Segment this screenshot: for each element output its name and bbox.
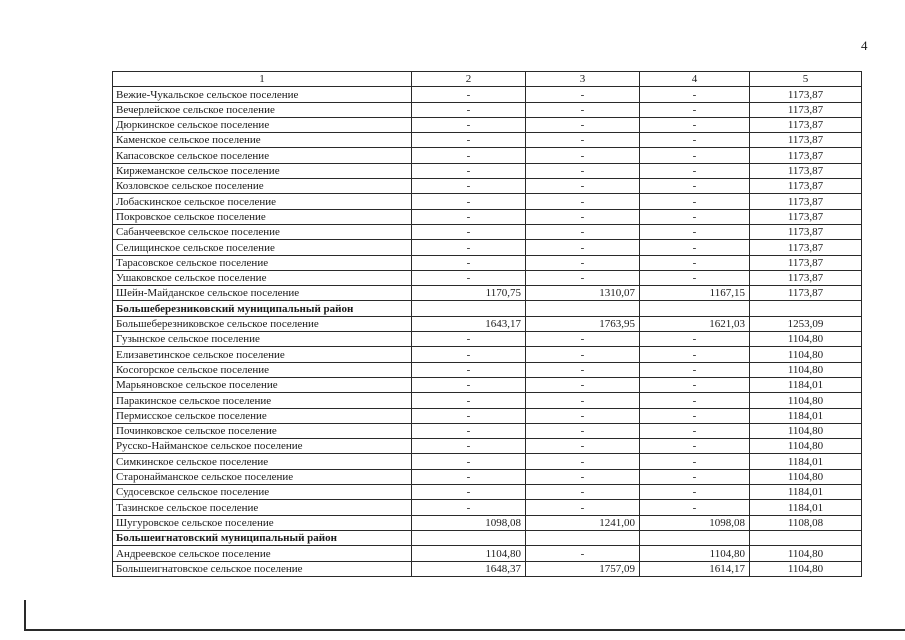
cell-column-2: 1170,75 xyxy=(412,286,526,301)
tariff-table xyxy=(112,71,862,577)
table-row xyxy=(113,194,862,209)
cell-column-3: - xyxy=(526,133,640,148)
cell-column-5: 1173,87 xyxy=(750,224,862,239)
cell-column-3: - xyxy=(526,546,640,561)
cell-column-2: - xyxy=(412,87,526,102)
settlement-name: Русско-Найманское сельское поселение xyxy=(113,439,412,454)
table-row xyxy=(113,286,862,301)
cell-column-5: 1104,80 xyxy=(750,423,862,438)
empty-cell xyxy=(412,530,526,545)
cell-column-5: 1173,87 xyxy=(750,102,862,117)
table-row xyxy=(113,485,862,500)
table-header-row xyxy=(113,72,862,87)
cell-column-5: 1108,08 xyxy=(750,515,862,530)
cell-column-4: 1167,15 xyxy=(640,286,750,301)
cell-column-5: 1104,80 xyxy=(750,469,862,484)
table-row xyxy=(113,316,862,331)
settlement-name: Ушаковское сельское поселение xyxy=(113,270,412,285)
cell-column-3: - xyxy=(526,454,640,469)
cell-column-3: - xyxy=(526,439,640,454)
cell-column-3: - xyxy=(526,240,640,255)
cell-column-5: 1253,09 xyxy=(750,316,862,331)
settlement-name: Паракинское сельское поселение xyxy=(113,393,412,408)
district-name: Большеигнатовский муниципальный район xyxy=(113,530,412,545)
cell-column-4: - xyxy=(640,377,750,392)
cell-column-3: - xyxy=(526,270,640,285)
empty-cell xyxy=(640,301,750,316)
cell-column-5: 1173,87 xyxy=(750,255,862,270)
cell-column-4: - xyxy=(640,255,750,270)
cell-column-2: - xyxy=(412,179,526,194)
settlement-name: Большеигнатовское сельское поселение xyxy=(113,561,412,576)
cell-column-2: - xyxy=(412,194,526,209)
settlement-name: Косогорское сельское поселение xyxy=(113,362,412,377)
cell-column-3: - xyxy=(526,255,640,270)
table-row xyxy=(113,469,862,484)
page-number: 4 xyxy=(861,38,868,53)
column-header-3: 3 xyxy=(526,72,640,87)
cell-column-4: - xyxy=(640,408,750,423)
cell-column-3: - xyxy=(526,423,640,438)
table-row xyxy=(113,117,862,132)
table-row xyxy=(113,454,862,469)
cell-column-3: - xyxy=(526,209,640,224)
table-row xyxy=(113,163,862,178)
cell-column-2: - xyxy=(412,454,526,469)
column-header-5: 5 xyxy=(750,72,862,87)
cell-column-3: - xyxy=(526,347,640,362)
cell-column-3: 1310,07 xyxy=(526,286,640,301)
cell-column-2: - xyxy=(412,500,526,515)
district-row xyxy=(113,530,862,545)
cell-column-4: - xyxy=(640,270,750,285)
empty-cell xyxy=(526,530,640,545)
cell-column-5: 1184,01 xyxy=(750,454,862,469)
cell-column-5: 1104,80 xyxy=(750,393,862,408)
cell-column-4: - xyxy=(640,148,750,163)
settlement-name: Симкинское сельское поселение xyxy=(113,454,412,469)
cell-column-4: - xyxy=(640,102,750,117)
cell-column-4: 1621,03 xyxy=(640,316,750,331)
table-row xyxy=(113,546,862,561)
settlement-name: Вежие-Чукальское сельское поселение xyxy=(113,87,412,102)
settlement-name: Вечерлейское сельское поселение xyxy=(113,102,412,117)
cell-column-3: 1757,09 xyxy=(526,561,640,576)
cell-column-3: - xyxy=(526,179,640,194)
table-row xyxy=(113,133,862,148)
settlement-name: Лобаскинское сельское поселение xyxy=(113,194,412,209)
settlement-name: Андреевское сельское поселение xyxy=(113,546,412,561)
cell-column-2: - xyxy=(412,439,526,454)
table-row xyxy=(113,224,862,239)
cell-column-4: - xyxy=(640,87,750,102)
cell-column-4: - xyxy=(640,469,750,484)
table-row xyxy=(113,515,862,530)
cell-column-4: - xyxy=(640,347,750,362)
cell-column-2: - xyxy=(412,347,526,362)
cell-column-2: 1648,37 xyxy=(412,561,526,576)
cell-column-5: 1173,87 xyxy=(750,286,862,301)
empty-cell xyxy=(526,301,640,316)
cell-column-4: - xyxy=(640,133,750,148)
settlement-name: Тарасовское сельское поселение xyxy=(113,255,412,270)
cell-column-4: - xyxy=(640,179,750,194)
settlement-name: Капасовское сельское поселение xyxy=(113,148,412,163)
scan-edge-left xyxy=(24,600,26,631)
cell-column-2: 1643,17 xyxy=(412,316,526,331)
cell-column-4: - xyxy=(640,224,750,239)
settlement-name: Покровское сельское поселение xyxy=(113,209,412,224)
cell-column-3: - xyxy=(526,102,640,117)
cell-column-3: - xyxy=(526,117,640,132)
settlement-name: Шугуровское сельское поселение xyxy=(113,515,412,530)
cell-column-5: 1184,01 xyxy=(750,377,862,392)
cell-column-4: - xyxy=(640,500,750,515)
settlement-name: Марьяновское сельское поселение xyxy=(113,377,412,392)
cell-column-4: - xyxy=(640,439,750,454)
settlement-name: Елизаветинское сельское поселение xyxy=(113,347,412,362)
settlement-name: Козловское сельское поселение xyxy=(113,179,412,194)
table-row xyxy=(113,209,862,224)
cell-column-2: 1098,08 xyxy=(412,515,526,530)
settlement-name: Дюркинское сельское поселение xyxy=(113,117,412,132)
cell-column-2: - xyxy=(412,408,526,423)
cell-column-3: - xyxy=(526,500,640,515)
empty-cell xyxy=(640,530,750,545)
cell-column-3: - xyxy=(526,408,640,423)
cell-column-3: - xyxy=(526,469,640,484)
cell-column-5: 1173,87 xyxy=(750,117,862,132)
empty-cell xyxy=(412,301,526,316)
cell-column-5: 1173,87 xyxy=(750,148,862,163)
district-row xyxy=(113,301,862,316)
table-row xyxy=(113,332,862,347)
column-header-2: 2 xyxy=(412,72,526,87)
cell-column-4: - xyxy=(640,240,750,255)
cell-column-3: - xyxy=(526,362,640,377)
cell-column-3: 1241,00 xyxy=(526,515,640,530)
table-row xyxy=(113,102,862,117)
table-row xyxy=(113,393,862,408)
cell-column-2: - xyxy=(412,255,526,270)
cell-column-3: - xyxy=(526,87,640,102)
cell-column-2: - xyxy=(412,148,526,163)
cell-column-3: - xyxy=(526,163,640,178)
settlement-name: Большеберезниковское сельское поселение xyxy=(113,316,412,331)
cell-column-3: - xyxy=(526,148,640,163)
cell-column-2: - xyxy=(412,102,526,117)
cell-column-2: - xyxy=(412,240,526,255)
cell-column-5: 1173,87 xyxy=(750,133,862,148)
table-row xyxy=(113,148,862,163)
cell-column-5: 1104,80 xyxy=(750,347,862,362)
settlement-name: Киржеманское сельское поселение xyxy=(113,163,412,178)
settlement-name: Сабанчеевское сельское поселение xyxy=(113,224,412,239)
cell-column-2: - xyxy=(412,163,526,178)
cell-column-2: - xyxy=(412,117,526,132)
settlement-name: Старонайманское сельское поселение xyxy=(113,469,412,484)
cell-column-3: - xyxy=(526,224,640,239)
cell-column-3: - xyxy=(526,393,640,408)
cell-column-5: 1173,87 xyxy=(750,240,862,255)
table-row xyxy=(113,377,862,392)
settlement-name: Каменское сельское поселение xyxy=(113,133,412,148)
cell-column-4: 1098,08 xyxy=(640,515,750,530)
cell-column-2: - xyxy=(412,133,526,148)
cell-column-5: 1184,01 xyxy=(750,485,862,500)
cell-column-5: 1104,80 xyxy=(750,561,862,576)
cell-column-4: - xyxy=(640,362,750,377)
table-row xyxy=(113,423,862,438)
table-row xyxy=(113,240,862,255)
cell-column-5: 1173,87 xyxy=(750,87,862,102)
table-row xyxy=(113,255,862,270)
cell-column-4: - xyxy=(640,423,750,438)
cell-column-4: 1614,17 xyxy=(640,561,750,576)
cell-column-5: 1173,87 xyxy=(750,179,862,194)
cell-column-4: - xyxy=(640,485,750,500)
table-row xyxy=(113,439,862,454)
cell-column-5: 1184,01 xyxy=(750,500,862,515)
cell-column-3: - xyxy=(526,485,640,500)
table-row xyxy=(113,408,862,423)
scan-edge-bottom xyxy=(26,629,905,631)
cell-column-5: 1173,87 xyxy=(750,194,862,209)
cell-column-5: 1184,01 xyxy=(750,408,862,423)
cell-column-3: - xyxy=(526,194,640,209)
settlement-name: Судосевское сельское поселение xyxy=(113,485,412,500)
settlement-name: Починковское сельское поселение xyxy=(113,423,412,438)
cell-column-3: - xyxy=(526,377,640,392)
cell-column-2: - xyxy=(412,209,526,224)
cell-column-4: - xyxy=(640,393,750,408)
cell-column-2: - xyxy=(412,362,526,377)
settlement-name: Гузынское сельское поселение xyxy=(113,332,412,347)
cell-column-4: - xyxy=(640,454,750,469)
cell-column-5: 1173,87 xyxy=(750,209,862,224)
cell-column-2: - xyxy=(412,332,526,347)
table-row xyxy=(113,87,862,102)
cell-column-4: - xyxy=(640,194,750,209)
settlement-name: Пермисское сельское поселение xyxy=(113,408,412,423)
table-row xyxy=(113,179,862,194)
cell-column-5: 1173,87 xyxy=(750,163,862,178)
cell-column-5: 1104,80 xyxy=(750,439,862,454)
cell-column-3: 1763,95 xyxy=(526,316,640,331)
cell-column-4: - xyxy=(640,332,750,347)
cell-column-2: - xyxy=(412,485,526,500)
cell-column-2: - xyxy=(412,393,526,408)
cell-column-2: - xyxy=(412,270,526,285)
table-row xyxy=(113,500,862,515)
table-row xyxy=(113,561,862,576)
cell-column-4: - xyxy=(640,209,750,224)
cell-column-2: - xyxy=(412,423,526,438)
cell-column-2: - xyxy=(412,377,526,392)
table-row xyxy=(113,362,862,377)
cell-column-4: - xyxy=(640,117,750,132)
cell-column-2: - xyxy=(412,469,526,484)
table-row xyxy=(113,347,862,362)
column-header-1: 1 xyxy=(113,72,412,87)
cell-column-5: 1104,80 xyxy=(750,546,862,561)
cell-column-4: 1104,80 xyxy=(640,546,750,561)
cell-column-5: 1104,80 xyxy=(750,332,862,347)
cell-column-5: 1104,80 xyxy=(750,362,862,377)
settlement-name: Тазинское сельское поселение xyxy=(113,500,412,515)
column-header-4: 4 xyxy=(640,72,750,87)
empty-cell xyxy=(750,301,862,316)
settlement-name: Шейн-Майданское сельское поселение xyxy=(113,286,412,301)
district-name: Большеберезниковский муниципальный район xyxy=(113,301,412,316)
cell-column-2: 1104,80 xyxy=(412,546,526,561)
settlement-name: Селищинское сельское поселение xyxy=(113,240,412,255)
cell-column-3: - xyxy=(526,332,640,347)
cell-column-4: - xyxy=(640,163,750,178)
cell-column-5: 1173,87 xyxy=(750,270,862,285)
table-row xyxy=(113,270,862,285)
cell-column-2: - xyxy=(412,224,526,239)
empty-cell xyxy=(750,530,862,545)
